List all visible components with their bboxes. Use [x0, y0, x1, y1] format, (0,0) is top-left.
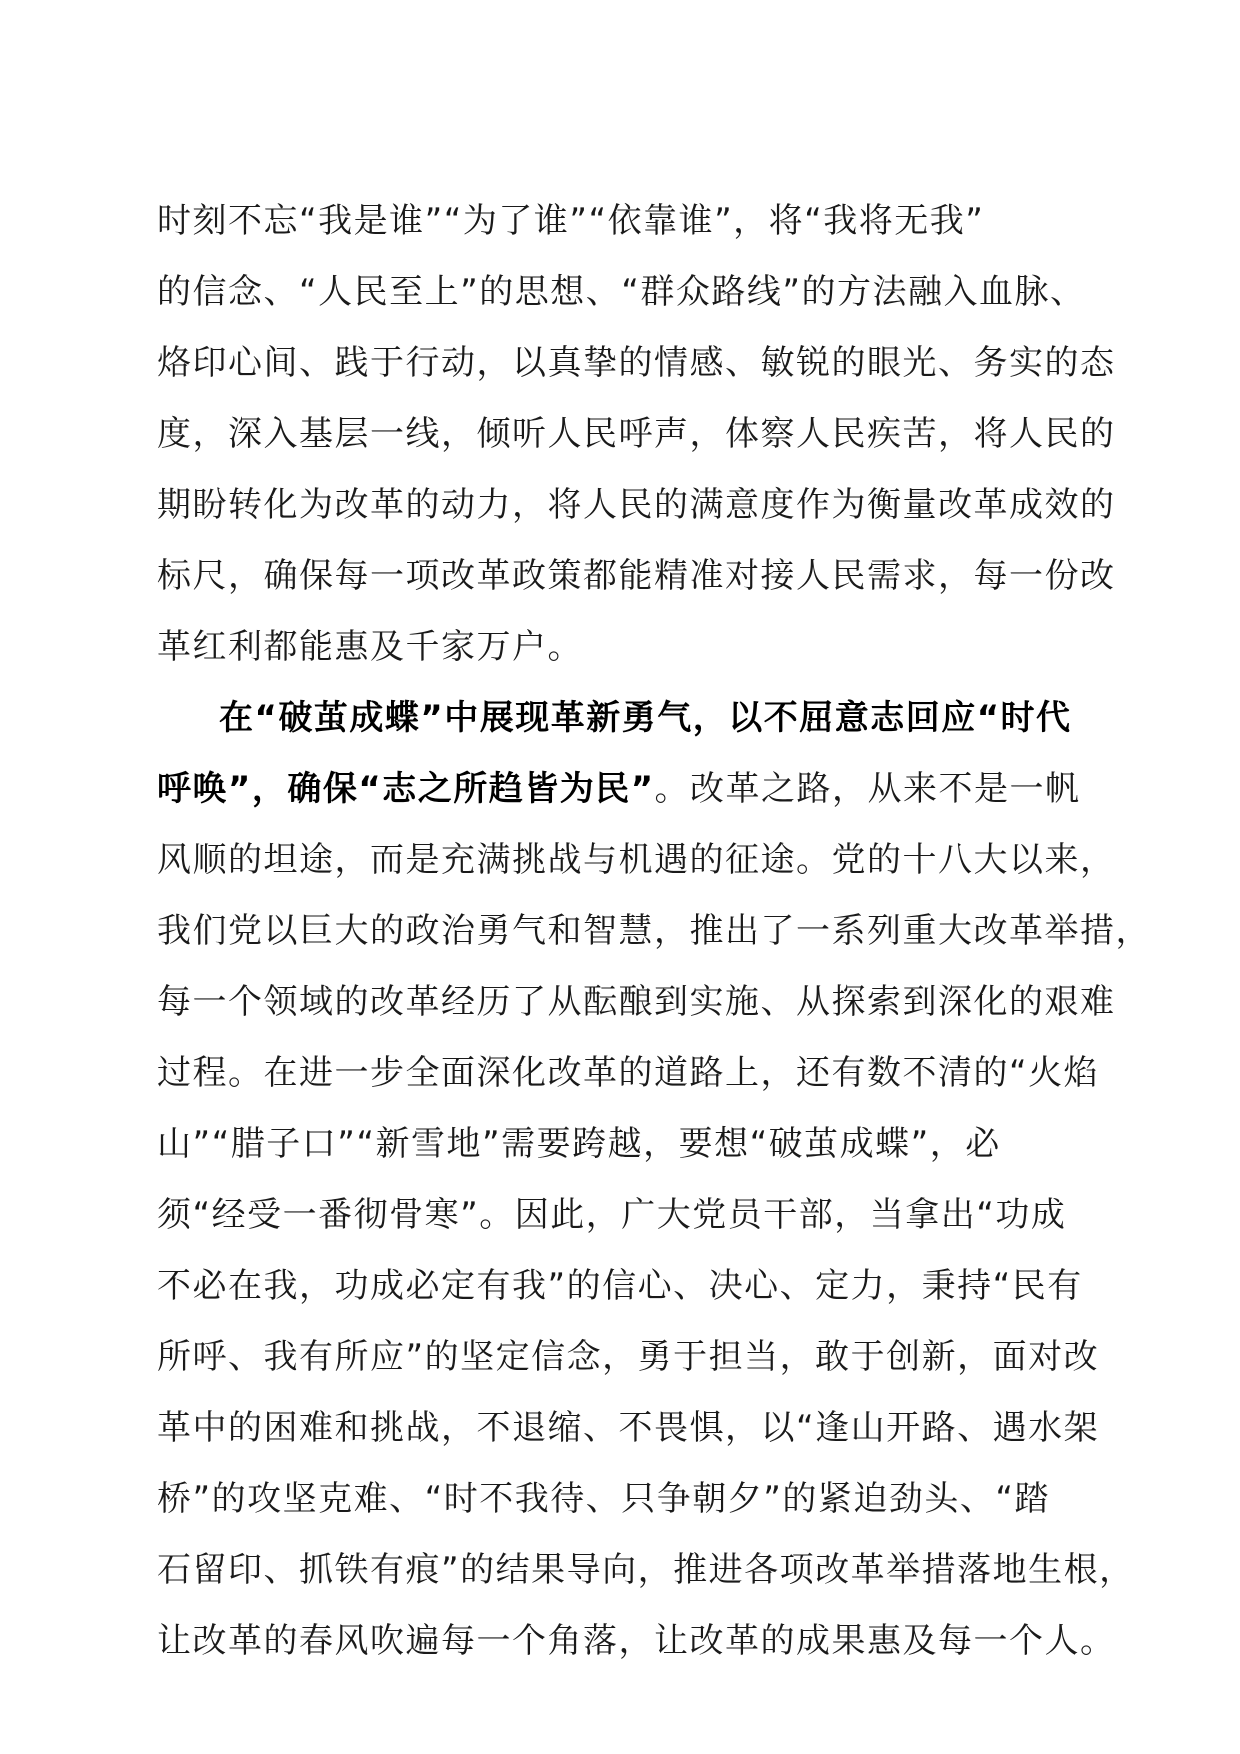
- text-line: 让改革的春风吹遍每一个角落，让改革的成果惠及每一个人。: [157, 1621, 1116, 1661]
- text-line: 过程。在进一步全面深化改革的道路上，还有数不清的“火焰: [157, 1053, 1100, 1093]
- text-line-rest: 。改革之路，从来不是一帆: [654, 769, 1081, 809]
- paragraph-1: [157, 186, 1116, 683]
- text-line: 革红利都能惠及千家万户。: [157, 627, 583, 667]
- text-line: 我们党以巨大的政治勇气和智慧，推出了一系列重大改革举措，: [157, 911, 1151, 951]
- text-line: 时刻不忘“我是谁”“为了谁”“依靠谁”，将“我将无我”: [157, 201, 985, 241]
- text-line: 烙印心间、践于行动，以真挚的情感、敏锐的眼光、务实的态: [157, 343, 1116, 383]
- text-line: 须“经受一番彻骨寒”。因此，广大党员干部，当拿出“功成: [157, 1195, 1067, 1235]
- text-line: 不必在我，功成必定有我”的信心、决心、定力，秉持“民有: [157, 1266, 1083, 1306]
- paragraph-heading: 在“破茧成蝶”中展现革新勇气，以不屈意志回应“时代: [219, 698, 1072, 738]
- paragraph-heading-continued: 呼唤”，确保“志之所趋皆为民”: [157, 769, 655, 809]
- text-line: 的信念、“人民至上”的思想、“群众路线”的方法融入血脉、: [157, 272, 1086, 312]
- text-line: 每一个领域的改革经历了从酝酿到实施、从探索到深化的艰难: [157, 982, 1116, 1022]
- text-line: 所呼、我有所应”的坚定信念，勇于担当，敢于创新，面对改: [157, 1337, 1100, 1377]
- paragraph-2: [157, 683, 1151, 1677]
- text-line: 风顺的坦途，而是充满挑战与机遇的征途。党的十八大以来，: [157, 840, 1116, 880]
- text-line: 度，深入基层一线，倾听人民呼声，体察人民疾苦，将人民的: [157, 414, 1116, 454]
- text-line: [157, 754, 1107, 825]
- text-line: 革中的困难和挑战，不退缩、不畏惧，以“逢山开路、遇水架: [157, 1408, 1100, 1448]
- text-line: 标尺，确保每一项改革政策都能精准对接人民需求，每一份改: [157, 556, 1116, 596]
- text-line: 石留印、抓铁有痕”的结果导向，推进各项改革举措落地生根，: [157, 1550, 1135, 1590]
- text-line: 期盼转化为改革的动力，将人民的满意度作为衡量改革成效的: [157, 485, 1116, 525]
- text-line: 桥”的攻坚克难、“时不我待、只争朝夕”的紧迫劲头、“踏: [157, 1479, 1050, 1519]
- text-line: 山”“腊子口”“新雪地”需要跨越，要想“破茧成蝶”，必: [157, 1124, 1001, 1164]
- document-body: [157, 186, 1151, 1677]
